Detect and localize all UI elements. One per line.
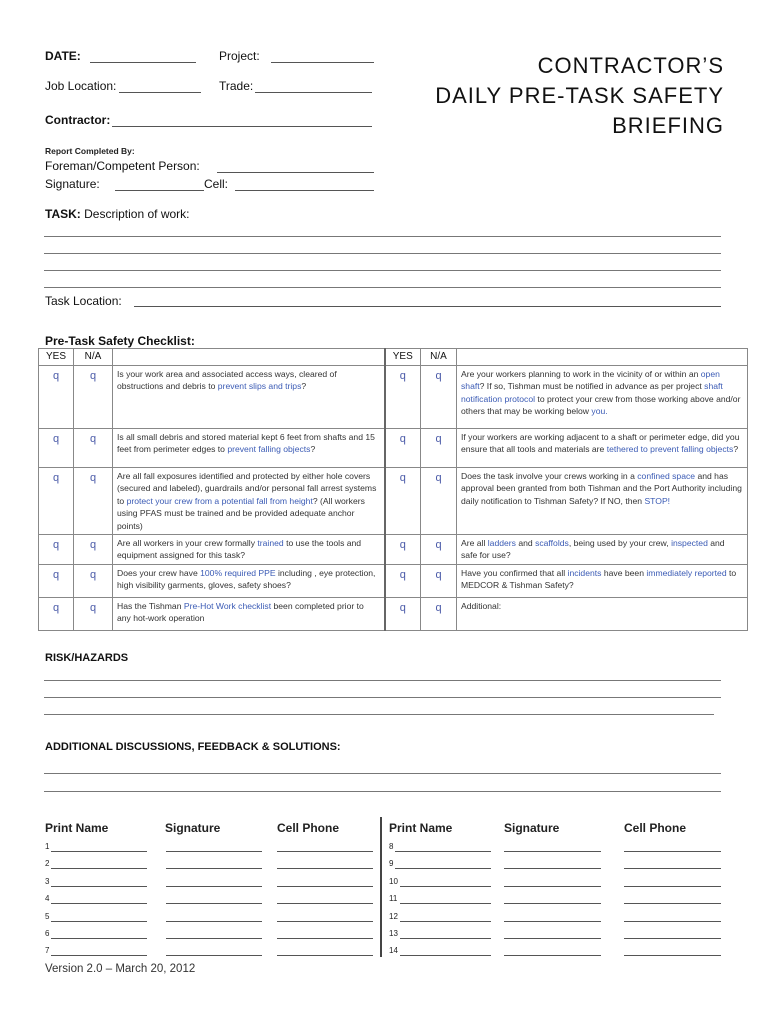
print-name-header-left: Print Name: [45, 821, 109, 835]
cell-phone-field[interactable]: [624, 851, 721, 852]
question-text: Are all fall exposures identified and protected by either hole covers (secured and labeled), guardrails and/or personal fall arrest systems to: [117, 471, 377, 506]
print-name-field[interactable]: [395, 851, 491, 852]
project-field[interactable]: [271, 62, 374, 63]
checklist-row: [39, 535, 748, 565]
question-text: Has the Tishman: [117, 600, 184, 611]
checklist-question: [113, 564, 385, 597]
row-number: 2: [45, 859, 50, 869]
cell-phone-field[interactable]: [624, 903, 721, 904]
signature-field[interactable]: [504, 868, 601, 869]
highlighted-term: Pre-Hot Work checklist: [183, 600, 272, 611]
na-checkbox[interactable]: q: [421, 429, 457, 468]
checklist-question: [113, 597, 385, 630]
task-heading: [45, 207, 190, 221]
question-text: Are all: [461, 538, 488, 549]
signature-field[interactable]: [166, 921, 262, 922]
print-name-field[interactable]: [51, 955, 147, 956]
cell-phone-field[interactable]: [624, 921, 721, 922]
row-number: 13: [389, 929, 398, 938]
na-checkbox[interactable]: q: [74, 366, 113, 429]
question-text: Is all small debris and stored material kept 6 feet from shafts and 15 feet from perimeter edges to: [117, 432, 375, 455]
yes-checkbox[interactable]: q: [39, 597, 74, 630]
na-checkbox[interactable]: q: [421, 564, 457, 597]
yes-checkbox[interactable]: q: [39, 564, 74, 597]
row-number: 9: [389, 859, 394, 869]
safety-checklist-table: [38, 348, 748, 631]
question-text: and safe for use?: [461, 538, 725, 561]
highlighted-term: scaffolds: [535, 538, 569, 549]
signature-field[interactable]: [166, 868, 262, 869]
question-text: to protect your crew from those working above and/or others that may be working below: [461, 393, 741, 417]
date-field[interactable]: [90, 62, 196, 63]
description-line-1[interactable]: [44, 236, 721, 237]
foreman-label: Foreman/Competent Person:: [45, 159, 200, 173]
print-name-field[interactable]: [51, 938, 147, 939]
question-text: have been: [601, 567, 647, 578]
report-completed-by-label: Report Completed By:: [45, 146, 135, 156]
question-text: and has approval been granted from both Tishman and the Port Authority including daily notification to Tishman Safety? If NO, then: [461, 471, 742, 506]
signoff-divider: [380, 817, 382, 957]
question-text: Does the task involve your crews working in a: [461, 471, 638, 481]
title-line-2: DAILY PRE-TASK SAFETY: [435, 83, 724, 108]
cell-phone-field[interactable]: [277, 868, 373, 869]
na-checkbox[interactable]: q: [74, 429, 113, 468]
signature-header-right: Signature: [504, 821, 560, 835]
title-line-3: BRIEFING: [612, 113, 724, 138]
signature-header-left: Signature: [165, 821, 221, 835]
contractor-label: Contractor:: [45, 113, 111, 127]
print-name-field[interactable]: [51, 921, 147, 922]
cell-label: Cell:: [204, 177, 229, 191]
print-name-field[interactable]: [400, 903, 491, 904]
question-text: ?: [301, 381, 307, 392]
additional-line-2[interactable]: [44, 791, 721, 792]
question-text: to use the tools and equipment assigned for this task?: [117, 538, 362, 561]
yes-header: YES: [385, 349, 421, 366]
checklist-question: [457, 429, 748, 468]
question-text: ? (All workers using PFAS must be trained and be provided adequate anchor points): [117, 495, 365, 531]
yes-checkbox[interactable]: q: [39, 366, 74, 429]
cell-phone-field[interactable]: [624, 868, 721, 869]
job-location-field[interactable]: [119, 92, 201, 93]
question-text: Is your work area and associated access ways, cleared of obstructions and debris to: [117, 369, 337, 392]
foreman-field[interactable]: [217, 172, 374, 173]
print-name-header-right: Print Name: [389, 821, 453, 835]
row-number: 1: [45, 842, 50, 851]
checklist-question: [113, 429, 385, 468]
checklist-question: [113, 468, 385, 535]
yes-checkbox[interactable]: q: [385, 564, 421, 597]
signature-field[interactable]: [166, 955, 262, 956]
question-text: ? If so, Tishman must be notified in advance as per project: [479, 381, 705, 392]
highlighted-term: 100% required PPE: [200, 567, 276, 578]
highlighted-term: prevent falling objects: [227, 444, 311, 455]
print-name-field[interactable]: [400, 886, 491, 887]
risk-line-1[interactable]: [44, 680, 721, 681]
cell-phone-field[interactable]: [624, 886, 721, 887]
print-name-field[interactable]: [400, 938, 491, 939]
version-footer: Version 2.0 – March 20, 2012: [45, 963, 196, 975]
risk-hazards-label: RISK/HAZARDS: [45, 652, 129, 664]
na-checkbox[interactable]: q: [74, 564, 113, 597]
cell-phone-field[interactable]: [624, 955, 721, 956]
description-line-3[interactable]: [44, 270, 721, 271]
row-number: 11: [389, 894, 398, 904]
highlighted-term: immediately reported: [646, 567, 727, 578]
cell-phone-field[interactable]: [624, 938, 721, 939]
question-text: been completed prior to any hot-work operation: [117, 600, 364, 624]
date-label: DATE:: [45, 49, 81, 63]
signature-field[interactable]: [166, 903, 262, 904]
checklist-row: [39, 366, 748, 429]
na-checkbox[interactable]: q: [74, 468, 113, 535]
question-text: Does your crew have: [117, 567, 201, 578]
cell-phone-field[interactable]: [277, 938, 373, 939]
na-checkbox[interactable]: q: [74, 597, 113, 630]
checklist-question: [457, 366, 748, 429]
yes-checkbox[interactable]: q: [385, 366, 421, 429]
highlighted-term: STOP!: [644, 495, 671, 506]
signature-field[interactable]: [166, 886, 262, 887]
yes-checkbox[interactable]: q: [39, 468, 74, 535]
na-checkbox[interactable]: q: [421, 366, 457, 429]
checklist-question: [457, 535, 748, 565]
cell-phone-field[interactable]: [277, 921, 373, 922]
na-header: N/A: [74, 349, 113, 366]
checklist-question: [457, 468, 748, 535]
highlighted-term: trained: [257, 538, 284, 549]
highlighted-term: inspected: [671, 538, 708, 549]
cell-phone-field[interactable]: [277, 955, 373, 956]
cell-phone-header-left: Cell Phone: [277, 821, 340, 835]
signature-field[interactable]: [504, 921, 601, 922]
highlighted-term: protect your crew from a potential fall from height: [126, 495, 313, 506]
row-number: 14: [389, 946, 398, 956]
trade-field[interactable]: [255, 92, 372, 93]
signature-field[interactable]: [504, 851, 601, 852]
row-number: 10: [389, 876, 398, 886]
highlighted-term: you.: [591, 406, 608, 417]
na-checkbox[interactable]: q: [421, 597, 457, 630]
row-number: 5: [45, 911, 50, 921]
checklist-question: [457, 564, 748, 597]
signature-label: Signature:: [45, 177, 100, 191]
checklist-row: [39, 468, 748, 535]
row-number: 6: [45, 929, 50, 938]
cell-phone-field[interactable]: [277, 886, 373, 887]
question-text: Are all workers in your crew formally: [117, 538, 258, 549]
question-text: and: [515, 538, 536, 549]
signature-field[interactable]: [504, 886, 601, 887]
highlighted-term: incidents: [567, 567, 602, 578]
contractor-field[interactable]: [112, 126, 372, 127]
na-header: N/A: [421, 349, 457, 366]
question-header: [457, 349, 748, 366]
signature-field[interactable]: [166, 851, 262, 852]
question-header: [113, 349, 385, 366]
cell-field[interactable]: [235, 190, 374, 191]
na-checkbox[interactable]: q: [74, 535, 113, 565]
print-name-field[interactable]: [400, 955, 491, 956]
highlighted-term: open shaft: [461, 369, 720, 392]
question-text: Additional:: [461, 600, 502, 611]
additional-line-1[interactable]: [44, 773, 721, 774]
checklist-row: [39, 564, 748, 597]
question-text: Have you confirmed that all: [461, 567, 568, 578]
checklist-question: [457, 597, 748, 630]
print-name-field[interactable]: [51, 851, 147, 852]
additional-discussions-label: ADDITIONAL DISCUSSIONS, FEEDBACK & SOLUTIONS:: [45, 741, 341, 753]
row-number: 4: [45, 894, 50, 904]
checklist-header-row: [39, 349, 748, 366]
risk-line-3[interactable]: [44, 714, 714, 715]
highlighted-term: shaft notification protocol: [461, 381, 723, 404]
row-number: 12: [389, 911, 398, 921]
yes-checkbox[interactable]: q: [385, 429, 421, 468]
cell-phone-header-right: Cell Phone: [624, 821, 687, 835]
question-text: If your workers are working adjacent to a shaft or perimeter edge, did you ensure that all tools and materials are: [461, 432, 740, 455]
checklist-title: Pre-Task Safety Checklist:: [45, 334, 195, 348]
question-text: Are your workers planning to work in the vicinity of or within an: [461, 369, 701, 379]
print-name-field[interactable]: [51, 886, 147, 887]
highlighted-term: prevent slips and trips: [217, 381, 302, 392]
yes-checkbox[interactable]: q: [39, 429, 74, 468]
row-number: 3: [45, 876, 50, 886]
highlighted-term: tethered to prevent falling objects: [606, 444, 734, 455]
signature-field[interactable]: [504, 955, 601, 956]
signature-field[interactable]: [504, 903, 601, 904]
question-text: including , eye protection, high visibility garments, gloves, safety shoes?: [117, 567, 376, 591]
yes-checkbox[interactable]: q: [39, 535, 74, 565]
yes-checkbox[interactable]: q: [385, 535, 421, 565]
yes-checkbox[interactable]: q: [385, 597, 421, 630]
checklist-row: [39, 429, 748, 468]
checklist-question: [113, 366, 385, 429]
question-text: ?: [310, 444, 316, 455]
title-line-1: CONTRACTOR’S: [537, 53, 724, 78]
checklist-row: [39, 597, 748, 630]
na-checkbox[interactable]: q: [421, 468, 457, 535]
description-line-4[interactable]: [44, 287, 721, 288]
risk-line-2[interactable]: [44, 697, 721, 698]
checklist-question: [113, 535, 385, 565]
project-label: Project:: [219, 49, 260, 63]
print-name-field[interactable]: [395, 868, 491, 869]
print-name-field[interactable]: [51, 868, 147, 869]
job-location-label: Job Location:: [45, 79, 117, 93]
na-checkbox[interactable]: q: [421, 535, 457, 565]
cell-phone-field[interactable]: [277, 903, 373, 904]
description-label: Description of work:: [84, 207, 190, 221]
print-name-field[interactable]: [400, 921, 491, 922]
yes-header: YES: [39, 349, 74, 366]
signature-field[interactable]: [504, 938, 601, 939]
question-text: , being used by your crew,: [568, 538, 672, 549]
signature-field[interactable]: [166, 938, 262, 939]
description-line-2[interactable]: [44, 253, 721, 254]
signature-field[interactable]: [115, 190, 204, 191]
question-text: ?: [733, 444, 739, 455]
cell-phone-field[interactable]: [277, 851, 373, 852]
row-number: 7: [45, 946, 50, 956]
task-location-label: Task Location:: [45, 294, 122, 308]
highlighted-term: ladders: [487, 538, 516, 549]
question-text: to MEDCOR & Tishman Safety?: [461, 567, 737, 591]
trade-label: Trade:: [219, 79, 254, 93]
yes-checkbox[interactable]: q: [385, 468, 421, 535]
row-number: 8: [389, 842, 394, 851]
task-location-field[interactable]: [134, 306, 721, 307]
highlighted-term: confined space: [637, 471, 696, 481]
task-label: TASK:: [45, 207, 81, 221]
print-name-field[interactable]: [51, 903, 147, 904]
